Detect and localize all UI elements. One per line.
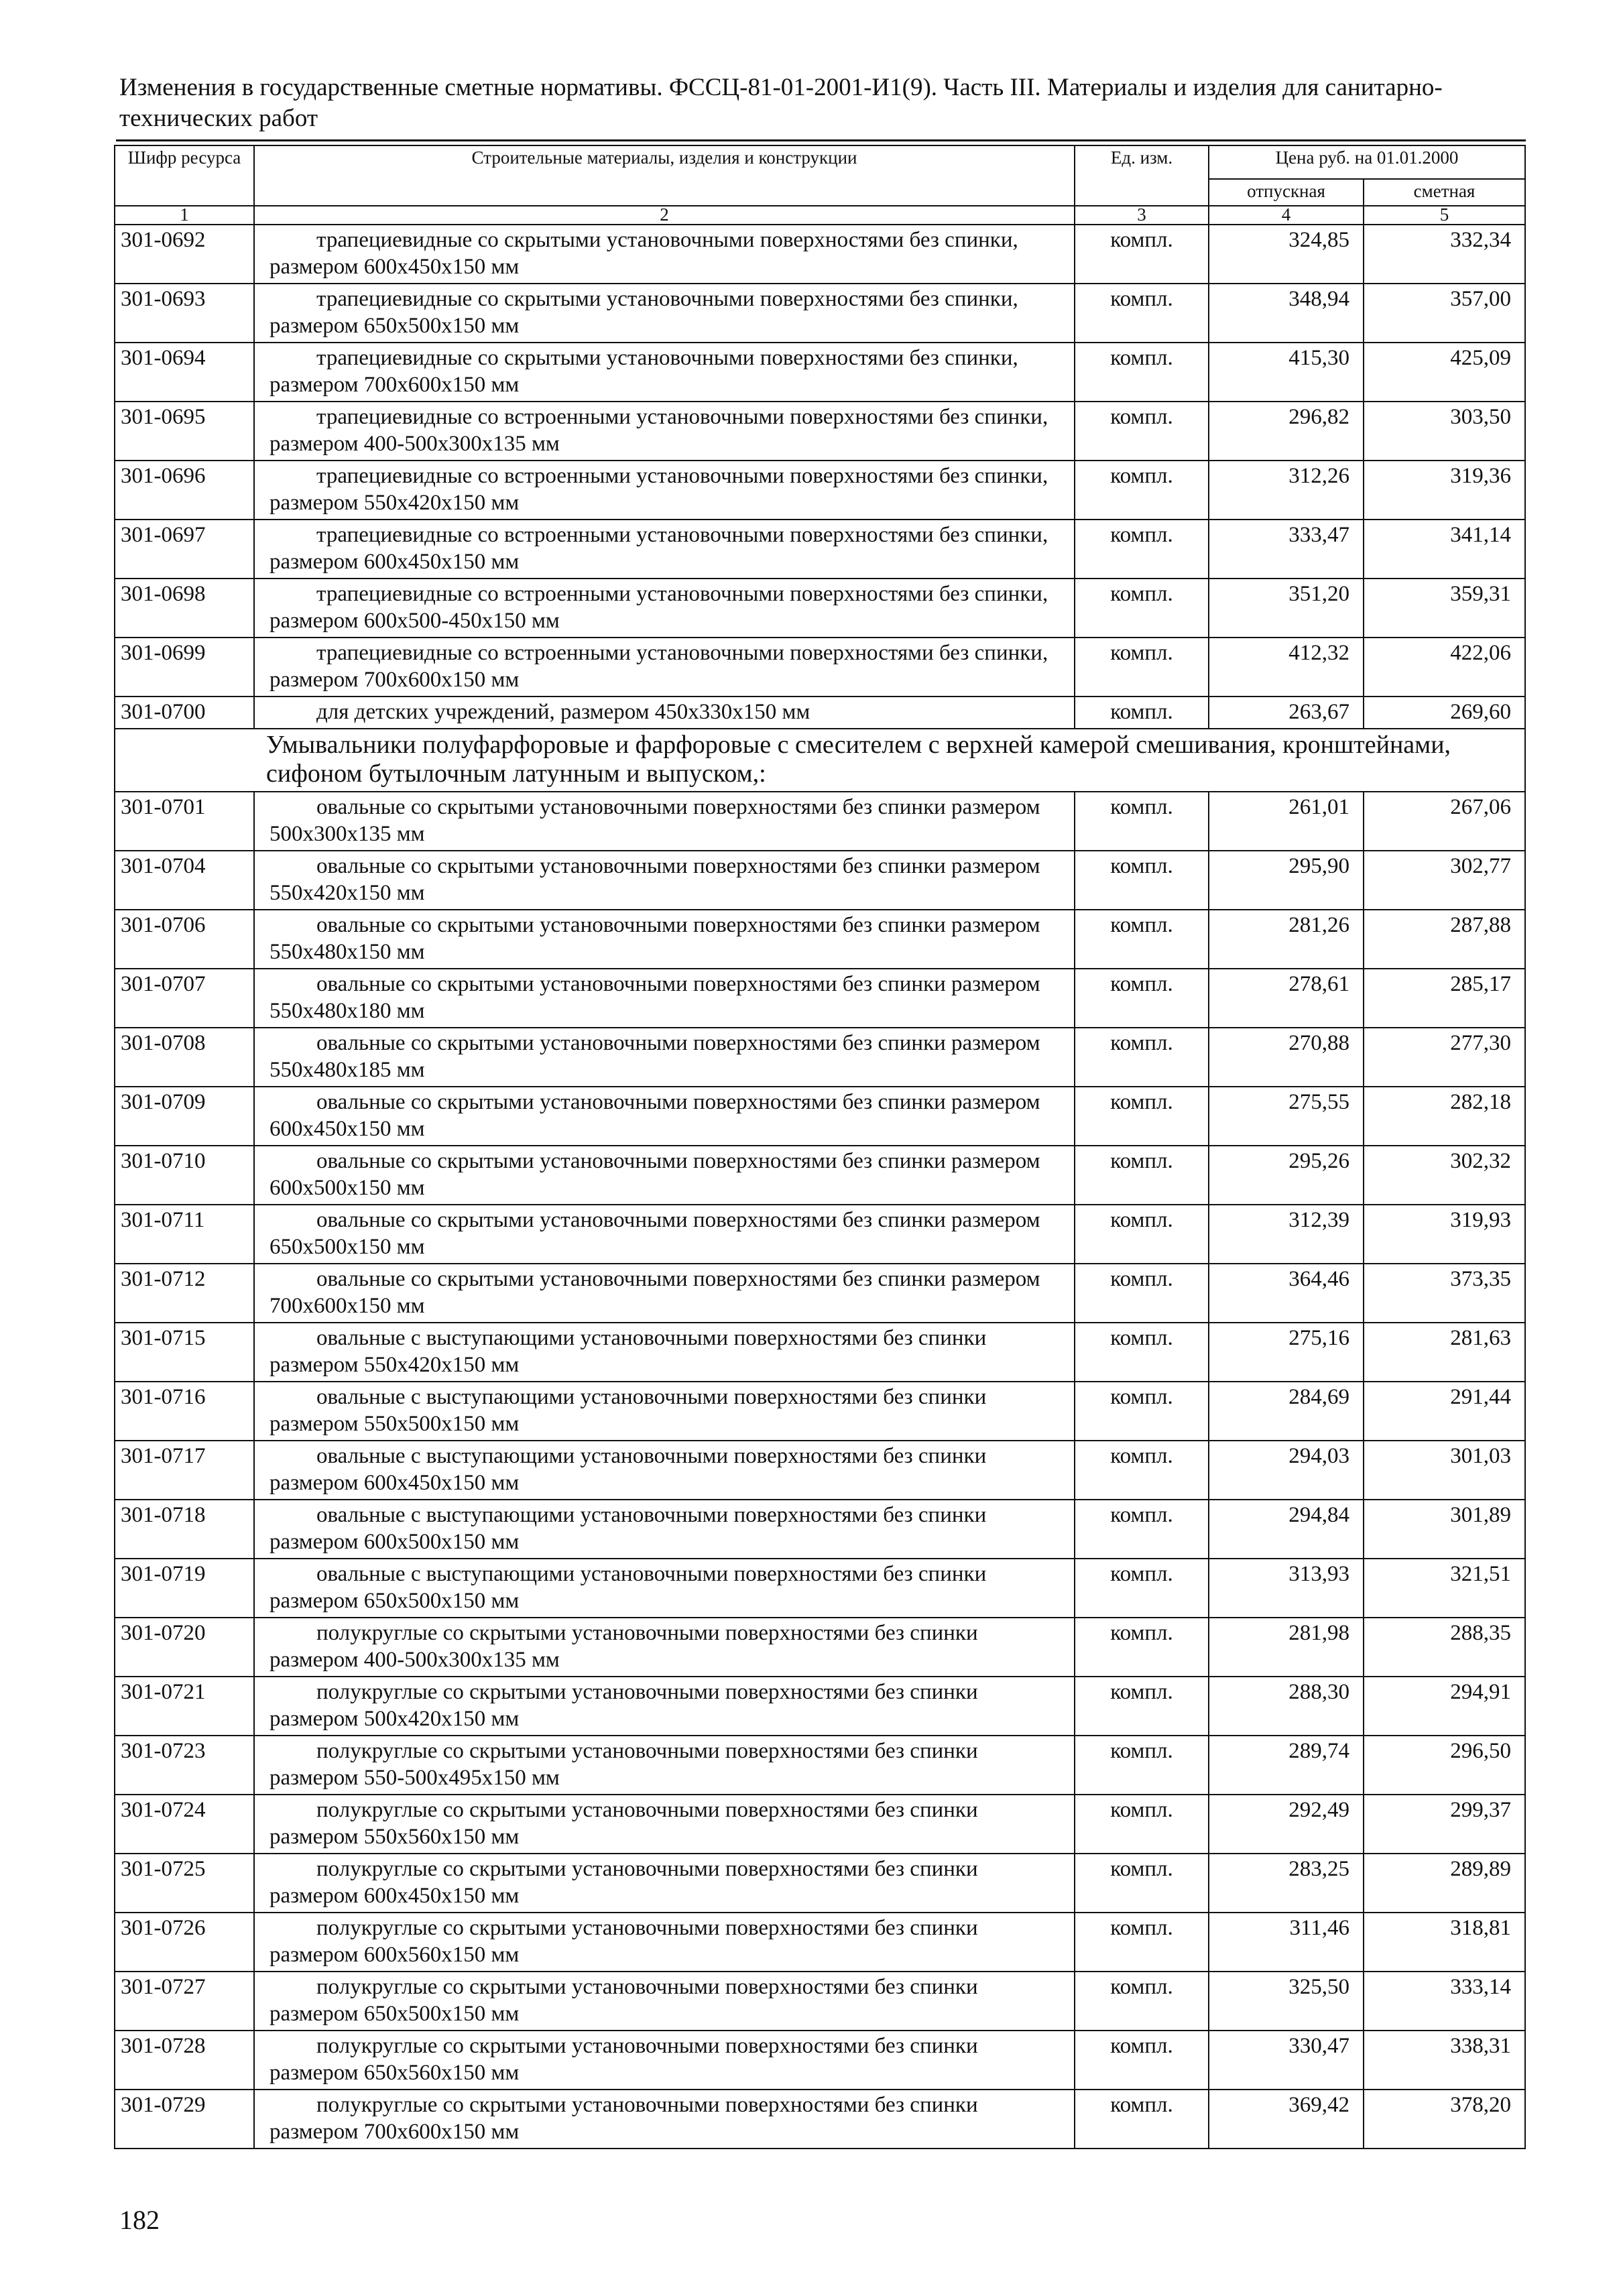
table-row: [115, 402, 1525, 461]
cell-name: [254, 969, 1075, 1028]
cell-estimate-price: 373,35: [1364, 1264, 1525, 1323]
cell-estimate-price: 269,60: [1364, 697, 1525, 729]
cell-name: [254, 1618, 1075, 1677]
cell-name-text: трапециевидные со встроенными установочными поверхностями без спинки, размером 400-500х300х135 мм: [269, 405, 1048, 456]
cell-unit: компл.: [1075, 520, 1209, 579]
cell-estimate-price: 318,81: [1364, 1913, 1525, 1972]
cell-name-text: овальные со скрытыми установочными поверхностями без спинки размером 600х500х150 мм: [269, 1149, 1040, 1200]
cell-release-price: 294,84: [1209, 1500, 1364, 1559]
cell-unit: компл.: [1075, 579, 1209, 638]
cell-name: [254, 1972, 1075, 2031]
cell-name-text: полукруглые со скрытыми установочными поверхностями без спинки размером 500х420х150 мм: [269, 1680, 978, 1731]
header-unit: Ед. изм.: [1075, 145, 1209, 206]
cell-name-text: овальные со скрытыми установочными поверхностями без спинки размером 700х600х150 мм: [269, 1267, 1040, 1318]
table-row: [115, 520, 1525, 579]
cell-code: 301-0710: [115, 1146, 254, 1205]
cell-release-price: 348,94: [1209, 284, 1364, 343]
cell-code: 301-0724: [115, 1795, 254, 1854]
table-row: [115, 2090, 1525, 2149]
table-row: [115, 969, 1525, 1028]
cell-release-price: 289,74: [1209, 1736, 1364, 1795]
cell-release-price: 313,93: [1209, 1559, 1364, 1618]
cell-code: 301-0704: [115, 851, 254, 910]
cell-estimate-price: 319,93: [1364, 1205, 1525, 1264]
cell-unit: компл.: [1075, 1441, 1209, 1500]
cell-unit: компл.: [1075, 2031, 1209, 2090]
table-row: [115, 1618, 1525, 1677]
table-row: [115, 343, 1525, 402]
cell-name: [254, 461, 1075, 520]
header-name: Строительные материалы, изделия и конструкции: [254, 145, 1075, 206]
cell-release-price: 283,25: [1209, 1854, 1364, 1913]
cell-name: [254, 1441, 1075, 1500]
header-price-group: Цена руб. на 01.01.2000: [1209, 145, 1525, 179]
cell-name: [254, 1382, 1075, 1441]
cell-release-price: 296,82: [1209, 402, 1364, 461]
column-number: 1: [115, 206, 254, 225]
cell-release-price: 292,49: [1209, 1795, 1364, 1854]
cell-code: 301-0706: [115, 910, 254, 969]
cell-name: [254, 1146, 1075, 1205]
cell-unit: компл.: [1075, 343, 1209, 402]
cell-release-price: 330,47: [1209, 2031, 1364, 2090]
cell-code: 301-0707: [115, 969, 254, 1028]
table-row-single: [115, 697, 1525, 792]
cell-unit: компл.: [1075, 697, 1209, 729]
header-code: Шифр ресурса: [115, 145, 254, 206]
cell-estimate-price: 359,31: [1364, 579, 1525, 638]
cell-name-text: овальные с выступающими установочными поверхностями без спинки размером 600х450х150 мм: [269, 1444, 987, 1495]
cell-code: 301-0725: [115, 1854, 254, 1913]
cell-name-text: для детских учреждений, размером 450х330х150 мм: [316, 700, 810, 724]
cell-name: [254, 1677, 1075, 1736]
cell-name: [254, 910, 1075, 969]
cell-release-price: 275,16: [1209, 1323, 1364, 1382]
cell-estimate-price: 425,09: [1364, 343, 1525, 402]
cell-unit: компл.: [1075, 2090, 1209, 2149]
cell-unit: компл.: [1075, 1382, 1209, 1441]
cell-unit: компл.: [1075, 1028, 1209, 1087]
table-row: [115, 1441, 1525, 1500]
cell-estimate-price: 296,50: [1364, 1736, 1525, 1795]
table-row: [115, 1500, 1525, 1559]
header-release-price: отпускная: [1209, 179, 1364, 206]
cell-code: 301-0718: [115, 1500, 254, 1559]
cell-release-price: 311,46: [1209, 1913, 1364, 1972]
cell-unit: компл.: [1075, 1559, 1209, 1618]
cell-release-price: 261,01: [1209, 792, 1364, 851]
cell-name-text: полукруглые со скрытыми установочными поверхностями без спинки размером 700х600х150 мм: [269, 2093, 978, 2144]
cell-unit: компл.: [1075, 225, 1209, 284]
cell-name: [254, 579, 1075, 638]
cell-unit: компл.: [1075, 1795, 1209, 1854]
table-row: [115, 697, 1525, 729]
cell-name-text: полукруглые со скрытыми установочными поверхностями без спинки размером 550х560х150 мм: [269, 1798, 978, 1849]
table-row: [115, 284, 1525, 343]
cell-name-text: овальные со скрытыми установочными поверхностями без спинки размером 500х300х135 мм: [269, 795, 1040, 846]
table-row: [115, 1087, 1525, 1146]
cell-code: 301-0723: [115, 1736, 254, 1795]
table-row: [115, 1736, 1525, 1795]
cell-name: [254, 343, 1075, 402]
cell-estimate-price: 319,36: [1364, 461, 1525, 520]
table-row: [115, 638, 1525, 697]
group-heading-row: [115, 729, 1525, 792]
cell-code: 301-0698: [115, 579, 254, 638]
cell-estimate-price: 302,77: [1364, 851, 1525, 910]
cell-estimate-price: 301,03: [1364, 1441, 1525, 1500]
cell-unit: компл.: [1075, 461, 1209, 520]
cell-name-text: трапециевидные со встроенными установочными поверхностями без спинки, размером 550х420х150 мм: [269, 464, 1048, 515]
cell-name-text: трапециевидные со скрытыми установочными поверхностями без спинки, размером 600х450х150 мм: [269, 228, 1018, 279]
cell-release-price: 284,69: [1209, 1382, 1364, 1441]
cell-code: 301-0692: [115, 225, 254, 284]
cell-release-price: 364,46: [1209, 1264, 1364, 1323]
cell-release-price: 294,03: [1209, 1441, 1364, 1500]
cell-code: 301-0701: [115, 792, 254, 851]
cell-code: 301-0697: [115, 520, 254, 579]
cell-estimate-price: 282,18: [1364, 1087, 1525, 1146]
cell-release-price: 288,30: [1209, 1677, 1364, 1736]
cell-code: 301-0721: [115, 1677, 254, 1736]
cell-name-text: овальные со скрытыми установочными поверхностями без спинки размером 550х420х150 мм: [269, 854, 1040, 905]
cell-estimate-price: 291,44: [1364, 1382, 1525, 1441]
cell-release-price: 263,67: [1209, 697, 1364, 729]
cell-estimate-price: 285,17: [1364, 969, 1525, 1028]
cell-release-price: 281,26: [1209, 910, 1364, 969]
cell-code: 301-0727: [115, 1972, 254, 2031]
table-row: [115, 792, 1525, 851]
cell-name-text: овальные со скрытыми установочными поверхностями без спинки размером 550х480х185 мм: [269, 1031, 1040, 1082]
table-row: [115, 1972, 1525, 2031]
cell-unit: компл.: [1075, 1205, 1209, 1264]
cell-name: [254, 851, 1075, 910]
cell-unit: компл.: [1075, 1677, 1209, 1736]
cell-release-price: 295,90: [1209, 851, 1364, 910]
cell-unit: компл.: [1075, 1146, 1209, 1205]
cell-estimate-price: 338,31: [1364, 2031, 1525, 2090]
cell-code: 301-0708: [115, 1028, 254, 1087]
cell-name: [254, 1795, 1075, 1854]
table-row: [115, 1854, 1525, 1913]
cell-unit: компл.: [1075, 402, 1209, 461]
cell-code: 301-0726: [115, 1913, 254, 1972]
cell-code: 301-0694: [115, 343, 254, 402]
cell-name-text: овальные со скрытыми установочными поверхностями без спинки размером 550х480х150 мм: [269, 913, 1040, 964]
cell-estimate-price: 281,63: [1364, 1323, 1525, 1382]
title-divider: [116, 139, 1526, 141]
cell-name: [254, 402, 1075, 461]
cell-release-price: 325,50: [1209, 1972, 1364, 2031]
cell-estimate-price: 299,37: [1364, 1795, 1525, 1854]
cell-code: 301-0728: [115, 2031, 254, 2090]
cell-code: 301-0717: [115, 1441, 254, 1500]
cell-name: [254, 1205, 1075, 1264]
cell-unit: компл.: [1075, 792, 1209, 851]
group-heading: Умывальники полуфарфоровые и фарфоровые с смесителем с верхней камерой смешивания, кронштейнами, сифоном бутылочным латунным и выпуском,:: [115, 729, 1525, 792]
cell-name: [254, 1028, 1075, 1087]
cell-code: 301-0712: [115, 1264, 254, 1323]
cell-name: [254, 225, 1075, 284]
cell-code: 301-0693: [115, 284, 254, 343]
cell-estimate-price: 302,32: [1364, 1146, 1525, 1205]
cell-name-text: полукруглые со скрытыми установочными поверхностями без спинки размером 550-500х495х150 мм: [269, 1739, 978, 1790]
cell-unit: компл.: [1075, 1972, 1209, 2031]
table-body-trapezoid: [115, 225, 1525, 697]
column-number: 3: [1075, 206, 1209, 225]
cell-name: [254, 2031, 1075, 2090]
cell-name-text: овальные с выступающими установочными поверхностями без спинки размером 550х420х150 мм: [269, 1326, 987, 1377]
cell-name: [254, 284, 1075, 343]
cell-unit: компл.: [1075, 1913, 1209, 1972]
table-row: [115, 1382, 1525, 1441]
cell-name-text: трапециевидные со встроенными установочными поверхностями без спинки, размером 600х450х150 мм: [269, 523, 1048, 574]
cell-estimate-price: 303,50: [1364, 402, 1525, 461]
cell-release-price: 351,20: [1209, 579, 1364, 638]
cell-unit: компл.: [1075, 1500, 1209, 1559]
cell-estimate-price: 357,00: [1364, 284, 1525, 343]
cell-estimate-price: 288,35: [1364, 1618, 1525, 1677]
cell-release-price: 324,85: [1209, 225, 1364, 284]
table-row: [115, 1913, 1525, 1972]
cell-estimate-price: 321,51: [1364, 1559, 1525, 1618]
cell-name: [254, 792, 1075, 851]
cell-unit: компл.: [1075, 910, 1209, 969]
cell-unit: компл.: [1075, 1323, 1209, 1382]
cell-code: 301-0729: [115, 2090, 254, 2149]
cell-code: 301-0699: [115, 638, 254, 697]
cell-code: 301-0720: [115, 1618, 254, 1677]
cell-code: 301-0716: [115, 1382, 254, 1441]
cell-release-price: 369,42: [1209, 2090, 1364, 2149]
cell-name-text: полукруглые со скрытыми установочными поверхностями без спинки размером 650х560х150 мм: [269, 2034, 978, 2085]
cell-code: 301-0700: [115, 697, 254, 729]
cell-unit: компл.: [1075, 969, 1209, 1028]
cell-release-price: 278,61: [1209, 969, 1364, 1028]
cell-name-text: трапециевидные со встроенными установочными поверхностями без спинки, размером 600х500-450х150 мм: [269, 582, 1048, 633]
table-row: [115, 851, 1525, 910]
cell-estimate-price: 333,14: [1364, 1972, 1525, 2031]
cell-name: [254, 1087, 1075, 1146]
cell-unit: компл.: [1075, 1736, 1209, 1795]
cell-name-text: трапециевидные со скрытыми установочными поверхностями без спинки, размером 650х500х150 мм: [269, 287, 1018, 338]
table-row: [115, 225, 1525, 284]
cell-release-price: 295,26: [1209, 1146, 1364, 1205]
cell-estimate-price: 289,89: [1364, 1854, 1525, 1913]
cell-name: [254, 1854, 1075, 1913]
cell-unit: компл.: [1075, 638, 1209, 697]
cell-name-text: овальные с выступающими установочными поверхностями без спинки размером 600х500х150 мм: [269, 1503, 987, 1554]
cell-name-text: полукруглые со скрытыми установочными поверхностями без спинки размером 650х500х150 мм: [269, 1975, 978, 2026]
cell-release-price: 270,88: [1209, 1028, 1364, 1087]
cell-name-text: овальные с выступающими установочными поверхностями без спинки размером 550х500х150 мм: [269, 1385, 987, 1436]
column-number: 4: [1209, 206, 1364, 225]
cell-estimate-price: 332,34: [1364, 225, 1525, 284]
cell-unit: компл.: [1075, 1618, 1209, 1677]
cell-unit: компл.: [1075, 851, 1209, 910]
cell-release-price: 312,39: [1209, 1205, 1364, 1264]
cell-release-price: 412,32: [1209, 638, 1364, 697]
cell-name: [254, 1559, 1075, 1618]
cell-name: [254, 638, 1075, 697]
cell-name-text: овальные со скрытыми установочными поверхностями без спинки размером 600х450х150 мм: [269, 1090, 1040, 1141]
table-row: [115, 1559, 1525, 1618]
cell-code: 301-0695: [115, 402, 254, 461]
cell-release-price: 275,55: [1209, 1087, 1364, 1146]
table-row: [115, 1205, 1525, 1264]
cell-name-text: овальные с выступающими установочными поверхностями без спинки размером 650х500х150 мм: [269, 1562, 987, 1613]
cell-estimate-price: 287,88: [1364, 910, 1525, 969]
cell-release-price: 312,26: [1209, 461, 1364, 520]
table-row: [115, 1677, 1525, 1736]
cell-name-text: полукруглые со скрытыми установочными поверхностями без спинки размером 400-500х300х135 мм: [269, 1621, 978, 1672]
cell-name: [254, 1323, 1075, 1382]
header-estimate-price: сметная: [1364, 179, 1525, 206]
cell-name: [254, 1264, 1075, 1323]
cell-unit: компл.: [1075, 284, 1209, 343]
cell-estimate-price: 422,06: [1364, 638, 1525, 697]
table-body-washbasins: [115, 792, 1525, 2149]
cell-estimate-price: 294,91: [1364, 1677, 1525, 1736]
cell-unit: компл.: [1075, 1264, 1209, 1323]
table-row: [115, 1323, 1525, 1382]
table-row: [115, 579, 1525, 638]
cell-name-text: полукруглые со скрытыми установочными поверхностями без спинки размером 600х560х150 мм: [269, 1916, 978, 1967]
cell-code: 301-0715: [115, 1323, 254, 1382]
cell-name-text: трапециевидные со встроенными установочными поверхностями без спинки, размером 700х600х150 мм: [269, 641, 1048, 692]
cell-name-text: трапециевидные со скрытыми установочными поверхностями без спинки, размером 700х600х150 мм: [269, 346, 1018, 397]
cell-code: 301-0696: [115, 461, 254, 520]
cell-estimate-price: 267,06: [1364, 792, 1525, 851]
cell-name-text: овальные со скрытыми установочными поверхностями без спинки размером 550х480х180 мм: [269, 972, 1040, 1023]
price-table: [114, 145, 1526, 2149]
cell-estimate-price: 277,30: [1364, 1028, 1525, 1087]
table-row: [115, 461, 1525, 520]
page-number: 182: [119, 2205, 160, 2235]
cell-release-price: 333,47: [1209, 520, 1364, 579]
table-row: [115, 1028, 1525, 1087]
table-row: [115, 1795, 1525, 1854]
cell-unit: компл.: [1075, 1854, 1209, 1913]
cell-release-price: 281,98: [1209, 1618, 1364, 1677]
column-number: 2: [254, 206, 1075, 225]
cell-name-text: овальные со скрытыми установочными поверхностями без спинки размером 650х500х150 мм: [269, 1208, 1040, 1259]
cell-unit: компл.: [1075, 1087, 1209, 1146]
table-row: [115, 1264, 1525, 1323]
cell-code: 301-0719: [115, 1559, 254, 1618]
cell-estimate-price: 301,89: [1364, 1500, 1525, 1559]
cell-code: 301-0711: [115, 1205, 254, 1264]
cell-name: [254, 1500, 1075, 1559]
cell-estimate-price: 378,20: [1364, 2090, 1525, 2149]
cell-name: [254, 2090, 1075, 2149]
document-title: Изменения в государственные сметные нормативы. ФССЦ-81-01-2001-И1(9). Часть III. Материалы и изделия для санитарно-технических работ: [119, 74, 1443, 132]
cell-estimate-price: 341,14: [1364, 520, 1525, 579]
cell-code: 301-0709: [115, 1087, 254, 1146]
cell-name-text: полукруглые со скрытыми установочными поверхностями без спинки размером 600х450х150 мм: [269, 1857, 978, 1908]
table-row: [115, 910, 1525, 969]
column-number: 5: [1364, 206, 1525, 225]
cell-name: [254, 520, 1075, 579]
table-row: [115, 1146, 1525, 1205]
cell-name: [254, 1736, 1075, 1795]
cell-name: [254, 1913, 1075, 1972]
table-row: [115, 2031, 1525, 2090]
cell-release-price: 415,30: [1209, 343, 1364, 402]
cell-name: [254, 697, 1075, 729]
